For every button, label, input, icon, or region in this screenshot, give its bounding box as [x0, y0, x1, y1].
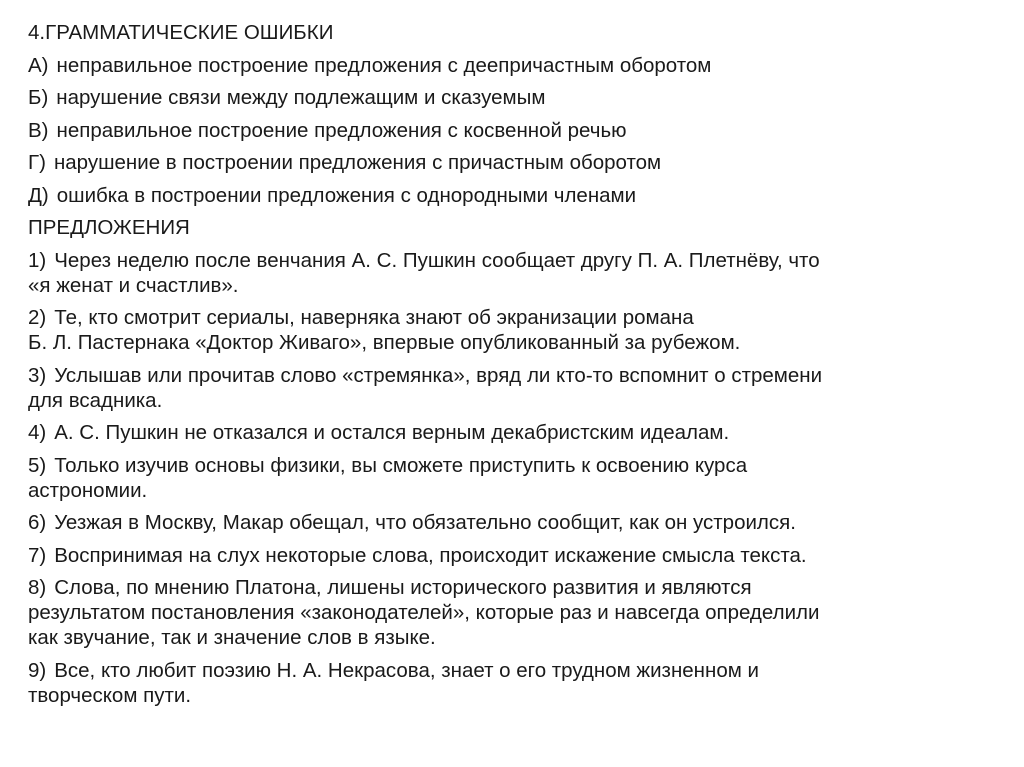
error-label: Б): [28, 86, 49, 109]
sentence-item-3: [28, 363, 984, 413]
sentence-label: 3): [28, 363, 47, 387]
sentence-text-continued: результатом постановления «законодателей», которые раз и навсегда определили: [28, 601, 820, 624]
error-label: Г): [28, 151, 46, 174]
sentence-text-continued: для всадника.: [28, 388, 163, 412]
error-text: неправильное построение предложения с деепричастным оборотом: [56, 53, 712, 77]
sentence-text: Только изучив основы физики, вы сможете приступить к освоению курса: [54, 453, 748, 477]
sentence-label: 6): [28, 511, 47, 534]
sentence-item-2: [28, 305, 984, 355]
error-label: Д): [28, 183, 49, 207]
sentence-text-continued: «я женат и счастлив».: [28, 273, 239, 297]
sentence-item-1: [28, 248, 984, 298]
sentence-text-continued: как звучание, так и значение слов в языке.: [28, 626, 436, 649]
sentence-item-8: [28, 575, 984, 650]
error-text: ошибка в построении предложения с однородными членами: [56, 183, 637, 207]
sentence-text: Уезжая в Москву, Макар обещал, что обязательно сообщит, как он устроился.: [54, 511, 796, 534]
error-item-a: [28, 53, 984, 78]
sentence-text: Через неделю после венчания А. С. Пушкин сообщает другу П. А. Плетнёву, что: [54, 248, 820, 272]
sentence-text: Слова, по мнению Платона, лишены исторического развития и являются: [54, 576, 752, 599]
sentence-label: 4): [28, 421, 47, 444]
sentence-text: Те, кто смотрит сериалы, наверняка знают об экранизации романа: [54, 306, 694, 329]
sentence-item-4: [28, 420, 984, 445]
error-text: нарушение связи между подлежащим и сказуемым: [56, 86, 546, 109]
error-label: В): [28, 118, 49, 142]
sentence-item-7: [28, 543, 984, 568]
sentence-label: 8): [28, 576, 47, 599]
sentence-text-continued: астрономии.: [28, 478, 148, 502]
sentence-text: Услышав или прочитав слово «стремянка», вряд ли кто-то вспомнит о стремени: [54, 363, 823, 387]
sentences-heading: ПРЕДЛОЖЕНИЯ: [28, 216, 190, 239]
sentence-label: 1): [28, 248, 47, 272]
error-text: нарушение в построении предложения с причастным оборотом: [53, 151, 662, 174]
sentence-label: 2): [28, 306, 47, 329]
sentence-label: 5): [28, 453, 47, 477]
sentence-text-continued: Б. Л. Пастернака «Доктор Живаго», впервые опубликованный за рубежом.: [28, 331, 741, 354]
error-item-g: [28, 150, 984, 175]
sentence-item-9: [28, 658, 984, 708]
sentence-label: 7): [28, 543, 47, 567]
sentence-label: 9): [28, 658, 47, 682]
error-item-v: [28, 118, 984, 143]
sentence-text: Воспринимая на слух некоторые слова, происходит искажение смысла текста.: [54, 543, 807, 567]
error-item-d: [28, 183, 984, 208]
sentence-text: А. С. Пушкин не отказался и остался верным декабристским идеалам.: [54, 421, 730, 444]
error-text: неправильное построение предложения с косвенной речью: [56, 118, 627, 142]
sentence-item-6: [28, 510, 984, 535]
sentence-text-continued: творческом пути.: [28, 683, 192, 707]
sentence-item-5: [28, 453, 984, 503]
error-item-b: [28, 85, 984, 110]
sentence-text: Все, кто любит поэзию Н. А. Некрасова, знает о его трудном жизненном и: [54, 658, 759, 682]
errors-heading: 4.ГРАММАТИЧЕСКИЕ ОШИБКИ: [28, 21, 334, 44]
error-label: А): [28, 53, 49, 77]
